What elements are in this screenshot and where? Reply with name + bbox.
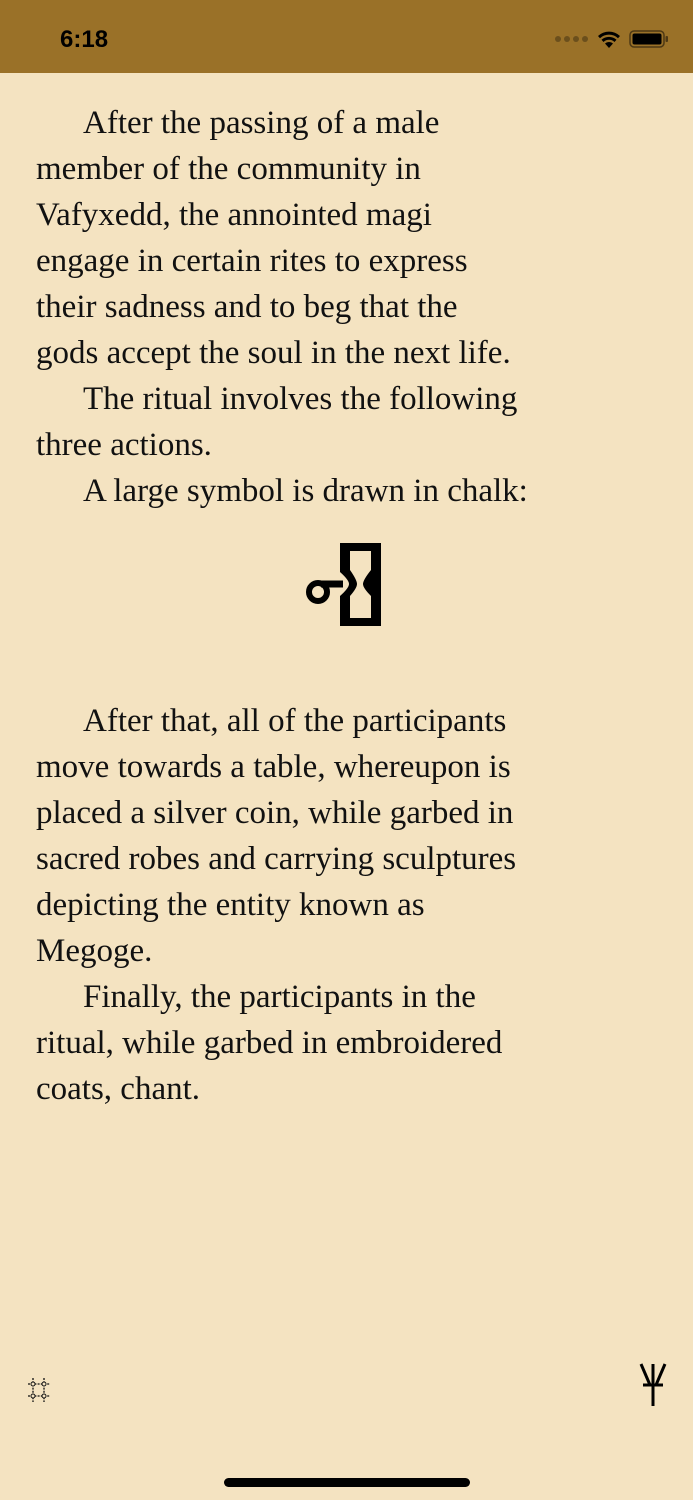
text-line: ritual, while garbed in embroidered	[36, 1025, 503, 1061]
text-line: A large symbol is drawn in chalk:	[83, 473, 528, 509]
text-line: coats, chant.	[36, 1071, 201, 1107]
text-line: After the passing of a male	[83, 105, 440, 141]
paragraph	[36, 100, 666, 376]
paragraph	[36, 698, 666, 974]
text-line: their sadness and to beg that the	[36, 289, 458, 325]
text-line: three actions.	[36, 427, 212, 463]
text-line: move towards a table, whereupon is	[36, 749, 511, 785]
text-line: engage in certain rites to express	[36, 243, 468, 279]
status-bar	[0, 0, 693, 73]
text-line: depicting the entity known as	[36, 887, 425, 923]
trident-icon[interactable]	[638, 1362, 668, 1408]
text-line: member of the community in	[36, 151, 421, 187]
text-line: The ritual involves the following	[83, 381, 518, 417]
status-icons	[555, 30, 669, 48]
text-line: sacred robes and carrying sculptures	[36, 841, 517, 877]
text-line: Vafyxedd, the annointed magi	[36, 197, 432, 233]
text-line: Megoge.	[36, 933, 153, 969]
grid-icon[interactable]	[24, 1375, 52, 1403]
battery-icon	[629, 30, 669, 48]
story-top	[36, 100, 666, 514]
text-line: gods accept the soul in the next life.	[36, 335, 511, 371]
home-indicator[interactable]	[224, 1478, 470, 1487]
text-line: After that, all of the participants	[83, 703, 507, 739]
status-time: 6:18	[60, 26, 109, 53]
signal-icon	[555, 35, 589, 43]
paragraph	[36, 376, 666, 468]
paragraph	[36, 974, 666, 1112]
story-bottom	[36, 698, 666, 1112]
paragraph	[36, 468, 666, 514]
text-line: Finally, the participants in the	[83, 979, 476, 1015]
text-line: placed a silver coin, while garbed in	[36, 795, 514, 831]
chalk-symbol-icon	[303, 540, 383, 630]
wifi-icon	[597, 30, 621, 48]
